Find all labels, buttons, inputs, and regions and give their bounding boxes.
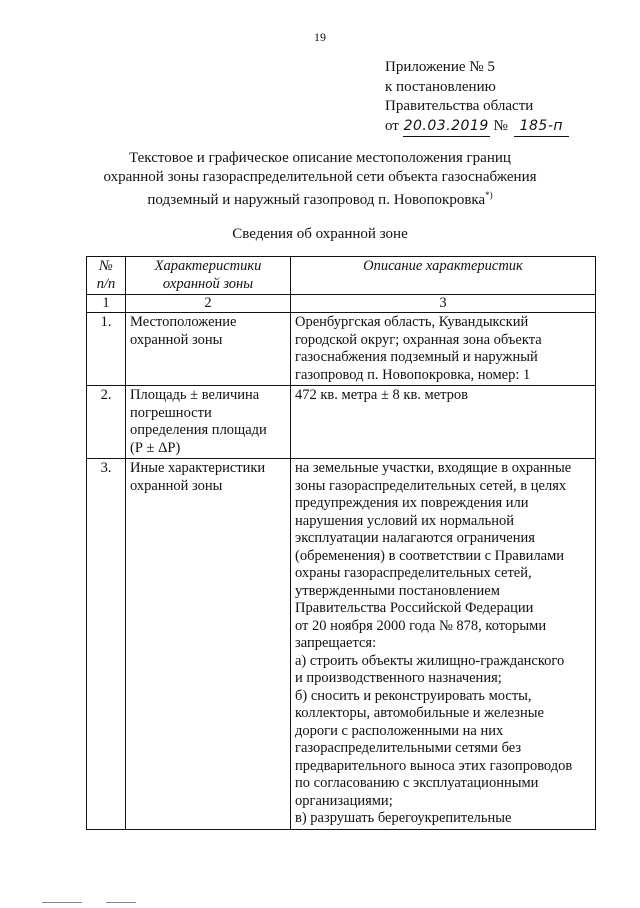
characteristic-line: определения площади [130, 422, 267, 438]
header-characteristic [126, 257, 291, 295]
appendix-line-1: Приложение № 5 [385, 59, 495, 75]
scan-mark [42, 902, 82, 903]
protection-zone-table [86, 256, 596, 830]
page-number: 19 [314, 30, 326, 44]
description-line: предупреждения их повреждения или [295, 495, 529, 511]
row-num: 1. [87, 313, 126, 386]
description-line: охраны газораспределительных сетей, [295, 565, 532, 581]
description-line: организациями; [295, 792, 393, 809]
header-num-line: № [99, 258, 113, 274]
characteristic-line: охранной зоны [130, 477, 223, 494]
table-index-row [87, 295, 596, 313]
description-line: нарушения условий их нормальной [295, 512, 515, 529]
index-cell: 2 [126, 295, 291, 313]
description-line: Правительства Российской Федерации [295, 600, 534, 616]
description-line: в) разрушать берегоукрепительные [295, 810, 512, 826]
description-line: и производственного назначения; [295, 670, 502, 686]
document-title [60, 149, 580, 210]
description-line: 472 кв. метра ± 8 кв. метров [295, 387, 469, 403]
handwritten-date: 20.03.2019 [403, 117, 490, 138]
description-line: газоснабжения подземный и наружный [295, 349, 538, 365]
header-description: Описание характеристик [291, 257, 596, 295]
row-description [291, 386, 596, 459]
handwritten-number: 185-п [514, 117, 569, 138]
index-cell: 3 [291, 295, 596, 313]
title-line-2: охранной зоны газораспределительной сети объекта газоснабжения [103, 168, 537, 185]
row-description [291, 459, 596, 830]
description-line: Оренбургская область, Кувандыкский [295, 314, 529, 330]
row-description [291, 313, 596, 386]
appendix-line-2: к постановлению [385, 78, 496, 95]
description-line: запрещается: [295, 635, 377, 651]
row-characteristic [126, 459, 291, 830]
description-line: от 20 ноября 2000 года № 878, которыми [295, 617, 547, 634]
title-line-3-text: подземный и наружный газопровод п. Новопокровка [147, 192, 486, 208]
description-line: утвержденными постановлением [295, 582, 500, 599]
index-cell: 1 [87, 295, 126, 313]
description-line: дороги с расположенными на них [295, 722, 504, 739]
table-header-row [87, 257, 596, 295]
title-line-1: Текстовое и графическое описание местоположения границ [129, 150, 511, 166]
scan-edge-marks [42, 890, 156, 908]
description-line: по согласованию с эксплуатационными [295, 775, 539, 791]
appendix-line-3: Правительства области [385, 98, 534, 114]
description-line: предварительного выноса этих газопроводов [295, 757, 573, 774]
row-characteristic [126, 386, 291, 459]
header-num-line: п/п [96, 275, 116, 292]
characteristic-line: (Р ± ΔР) [130, 439, 181, 456]
description-line: (обременения) в соответствии с Правилами [295, 547, 565, 564]
header-characteristic-line: Характеристики [154, 258, 262, 274]
description-line: эксплуатации налагаются ограничения [295, 530, 535, 546]
characteristic-line: Местоположение [130, 314, 237, 330]
number-prefix: № [493, 117, 508, 134]
description-line: газораспределительными сетями без [295, 740, 522, 756]
footnote-mark: *) [485, 190, 493, 200]
table-row [87, 459, 596, 830]
date-prefix: от [385, 117, 399, 134]
row-num: 2. [87, 386, 126, 459]
characteristic-line: Площадь ± величина [130, 387, 260, 403]
description-line: а) строить объекты жилищно-гражданского [295, 652, 565, 669]
characteristic-line: Иные характеристики [130, 460, 266, 476]
row-num: 3. [87, 459, 126, 830]
header-characteristic-line: охранной зоны [162, 275, 254, 292]
description-line: б) сносить и реконструировать мосты, [295, 687, 532, 704]
appendix-block [385, 58, 569, 137]
characteristic-line: погрешности [130, 404, 212, 421]
table-row [87, 313, 596, 386]
description-line: коллекторы, автомобильные и железные [295, 705, 544, 721]
table-row [87, 386, 596, 459]
title-line-3 [60, 186, 580, 210]
header-num [87, 257, 126, 295]
description-line: городской округ; охранная зона объекта [295, 331, 542, 348]
section-subtitle: Сведения об охранной зоне [232, 226, 408, 242]
description-line: на земельные участки, входящие в охранные [295, 460, 572, 476]
description-line: газопровод п. Новопокровка, номер: 1 [295, 366, 531, 383]
appendix-date-line [385, 117, 569, 138]
row-characteristic [126, 313, 291, 386]
description-line: зоны газораспределительных сетей, в целях [295, 477, 567, 494]
characteristic-line: охранной зоны [130, 331, 223, 348]
scan-mark [106, 902, 136, 903]
